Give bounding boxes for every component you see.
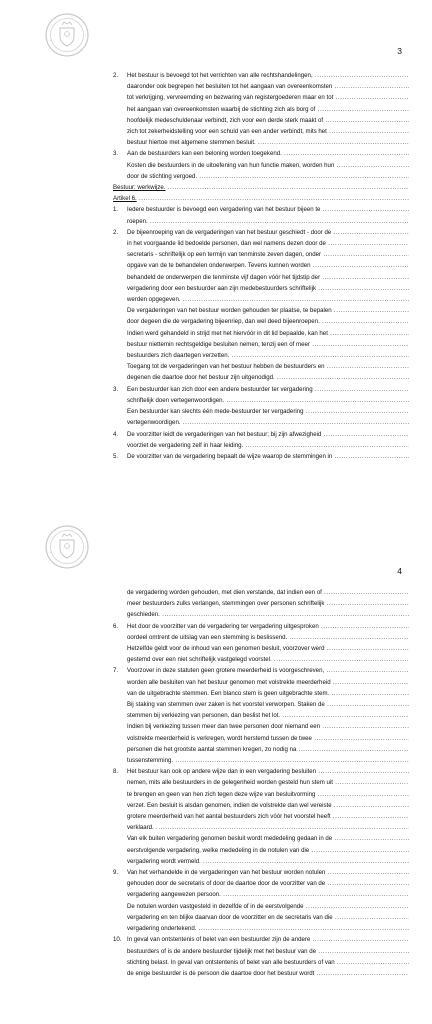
text-line [113, 283, 409, 294]
line-text: Indien werd gehandeld in strijd met het hiervóór in dit lid bepaalde, kan het [127, 329, 328, 337]
text-line [113, 350, 409, 361]
text-line [113, 115, 409, 126]
text-line [113, 406, 409, 417]
text-line [113, 665, 409, 676]
text-line [113, 609, 409, 620]
line-text: Indien bij verkiezing tussen meer dan twee personen door niemand een [127, 723, 321, 731]
text-line [113, 587, 409, 598]
line-text: behandeld de onderwerpen die tenminste vijf dagen vóór het tijdstip der [127, 273, 321, 281]
line-text: roepen. [127, 217, 148, 225]
text-line [113, 811, 409, 822]
line-text: opgave van de te behandelen onderwerpen. Tevens kunnen worden [127, 262, 311, 270]
page-3-text [113, 70, 409, 462]
line-text: grotere meerderheid van het aantal bestuurders zich vóór het voorstel heeft [127, 813, 331, 821]
line-text: Het bestuur is bevoegd tot het verrichten van alle rechtshandelingen, [127, 72, 313, 79]
text-line [113, 766, 409, 777]
line-text: bestuur hiertoe met algemene stemmen besluit. [127, 139, 256, 147]
text-line [113, 755, 409, 766]
text-line [113, 238, 409, 249]
text-line [113, 789, 409, 800]
text-line [113, 70, 409, 81]
document-page-4 [0, 512, 432, 1024]
line-text: stichting belast. In geval van ontstentenis of belet van alle bestuurders of van [127, 958, 335, 966]
text-line [113, 81, 409, 92]
line-text: eerstvolgende vergadering, welke mededeling in de notulen van die [127, 846, 310, 854]
line-text: Een bestuurder kan zich door een andere bestuurder ter vergadering [127, 385, 313, 393]
line-text: gestemd over een niet schriftelijk vastgelegd voorstel. [127, 656, 272, 664]
line-text: verzet. Een besluit is alsdan genomen, indien de volstrekte dan wel vereiste [127, 801, 332, 809]
text-line [113, 417, 409, 428]
text-line [113, 272, 409, 283]
text-line [113, 104, 409, 115]
text-line [113, 361, 409, 372]
line-text: te brengen en geen van hen zich tegen deze wijze van besluitvorming [127, 790, 316, 798]
text-line [113, 216, 409, 227]
line-text: tot verkrijging, vervreemding en bezwaring van registergoederen maar en tot [127, 94, 334, 102]
text-line [113, 227, 409, 238]
item-number: 10. [113, 936, 122, 944]
line-text: de vergadering worden gehouden, met dien verstande, dat indien een of [127, 589, 322, 596]
line-text: door degeen die de vergadering bijeenriep, dan wel deed bijeenroepen. [127, 318, 320, 326]
line-text: Hetzelfde geldt voor de inhoud van een genomen besluit, voorzover werd [127, 645, 325, 653]
text-line [113, 171, 409, 182]
text-line [113, 384, 409, 395]
line-text: vergadering ondertekend. [127, 925, 197, 933]
line-text: vergadering en ten blijke daarvan door de voorzitter en de secretaris van die [127, 913, 333, 921]
text-line [113, 710, 409, 721]
page-number: 4 [397, 566, 402, 576]
line-text: Aan de bestuurders kan een beloning worden toegekend. [127, 150, 282, 158]
section-heading [113, 193, 409, 204]
line-text: secretaris - schriftelijk op een termijn van tenminste zeven dagen, onder [127, 251, 322, 259]
text-line [113, 451, 409, 462]
line-text: Voorzover in deze statuten geen grotere meerderheid is voorgeschreven, [127, 667, 325, 675]
text-line [113, 643, 409, 654]
item-number: 8. [113, 768, 119, 776]
text-line [113, 878, 409, 889]
line-text: de enige bestuurder is de persoon die daartoe door het bestuur wordt [127, 969, 315, 977]
text-line [113, 901, 409, 912]
line-text: Van elk buiten vergadering genomen besluit wordt mededeling gedaan in de [127, 835, 333, 843]
text-line [113, 733, 409, 744]
text-line [113, 632, 409, 643]
text-line [113, 204, 409, 215]
text-line [113, 328, 409, 339]
line-text: Toegang tot de vergaderingen van het bestuur hebben de bestuurders en [127, 363, 325, 371]
line-text: Van het verhandelde in de vergaderingen van het bestuur worden notulen [127, 869, 326, 877]
text-line [113, 621, 409, 632]
text-line [113, 800, 409, 811]
line-text: worden alle besluiten van het bestuur genomen met volstrekte meerderheid [127, 678, 331, 686]
text-line [113, 126, 409, 137]
text-line [113, 429, 409, 440]
line-text: Iedere bestuurder is bevoegd een vergadering van het bestuur bijeen te [127, 206, 321, 214]
line-text: hoofdelijk medeschuldenaar verbindt, zich voor een derde sterk maakt of [127, 116, 324, 124]
text-line [113, 934, 409, 945]
line-text: bestuurders zich daartegen verzetten. [127, 352, 230, 360]
line-text: De vergaderingen van het bestuur worden gehouden ter plaatse, te bepalen [127, 307, 332, 315]
item-number: 4. [113, 430, 119, 438]
text-line [113, 339, 409, 350]
item-number: 7. [113, 667, 119, 675]
line-text: Het door de voorzitter van de vergadering ter vergadering uitgesproken [127, 622, 319, 630]
text-line [113, 260, 409, 271]
text-line [113, 867, 409, 878]
line-text: werden opgegeven. [127, 296, 181, 304]
line-text: bestuur niettemin rechtsgeldige besluiten nemen, tenzij een of meer [127, 340, 310, 348]
text-line [113, 160, 409, 171]
line-text: vertegenwoordigen. [127, 419, 181, 427]
text-line [113, 833, 409, 844]
line-text: Het bestuur kan ook op andere wijze dan in een vergadering besluiten [127, 768, 317, 776]
text-line [113, 372, 409, 383]
text-line [113, 968, 409, 979]
line-text: De voorzitter van de vergadering bepaalt de wijze waarop de stemmingen in [127, 452, 333, 460]
item-number: 9. [113, 869, 119, 877]
line-text: nemen, mits alle bestuurders in de gelegenheid worden gesteld hun stem uit [127, 779, 333, 787]
line-text: Een bestuurder kan slechts één mede-bestuurder ter vergadering [127, 408, 304, 416]
line-text: voorziet de vergadering zelf in haar leiding. [127, 441, 244, 449]
text-line [113, 777, 409, 788]
item-number: 6. [113, 622, 119, 630]
text-line [113, 845, 409, 856]
text-line [113, 721, 409, 732]
line-text: stemmen bij verkiezing van personen, dan beslist het lot. [127, 712, 281, 720]
line-text: door de stichting vergoed. [127, 172, 198, 180]
line-text: gehouden door de secretaris of door de daartoe door de voorzitter van de [127, 880, 326, 888]
line-text: vergadering door een bestuurder aan zijn medebestuurders schriftelijk [127, 284, 317, 292]
text-line [113, 957, 409, 968]
item-number: 1. [113, 206, 119, 214]
text-line [113, 316, 409, 327]
line-text: zich tot zekerheidstelling voor een schuld van een ander verbindt, mits het [127, 128, 327, 136]
line-text: bestuurders of is de andere bestuurder tijdelijk met het bestuur van de [127, 947, 317, 955]
line-text: volstrekte meerderheid is verkregen, wordt herstemd tussen de twee [127, 734, 312, 742]
text-line [113, 822, 409, 833]
line-text: De bijeenroeping van de vergaderingen van het bestuur geschiedt - door de [127, 228, 332, 236]
text-line [113, 137, 409, 148]
text-line [113, 654, 409, 665]
item-number: 2. [113, 228, 119, 236]
text-line [113, 923, 409, 934]
line-text: Kosten die bestuurders in de uitoefening van hun functie maken, worden hun [127, 161, 335, 169]
text-line [113, 856, 409, 867]
text-line [113, 744, 409, 755]
notary-seal-icon [44, 524, 90, 570]
line-text: De voorzitter leidt de vergaderingen van het bestuur; bij zijn afwezigheid [127, 430, 322, 438]
line-text: tussenstemming. [127, 757, 174, 765]
text-line [113, 946, 409, 957]
item-number: 3. [113, 385, 119, 393]
text-line [113, 294, 409, 305]
line-text: De notulen worden vastgesteld in dezelfde of in de eerstvolgende [127, 902, 304, 910]
text-line [113, 148, 409, 159]
line-text: In geval van ontstentenis of belet van een bestuurder zijn de andere [127, 936, 311, 944]
line-text: Artikel 6. [113, 195, 137, 203]
line-text: vergadering aangewezen persoon. [127, 891, 221, 899]
line-text: personen die het grootste aantal stemmen kregen, zo nodig na [127, 745, 297, 753]
line-text: degenen die daartoe door het bestuur zijn uitgenodigd. [127, 374, 275, 382]
text-line [113, 688, 409, 699]
text-line [113, 305, 409, 316]
item-number: 5. [113, 452, 119, 460]
text-line [113, 912, 409, 923]
text-line [113, 598, 409, 609]
text-line [113, 440, 409, 451]
item-number: 2. [113, 72, 119, 79]
line-text: geschieden. [127, 611, 160, 619]
line-text: meer bestuurders zulks verlangen, stemmingen over personen schriftelijk [127, 600, 325, 608]
text-line [113, 92, 409, 103]
line-text: van de uitgebrachte stemmen. Een blanco stem is geen uitgebrachte stem. [127, 689, 330, 697]
notary-seal-icon [44, 12, 90, 58]
line-text: vergadering wordt vermeld. [127, 857, 201, 865]
line-text: daaronder ook begrepen het besluiten tot het aangaan van overeenkomsten [127, 83, 333, 91]
line-text: Bij staking van stemmen over zaken is het voorstel verworpen. Staken de [127, 701, 325, 709]
text-line [113, 699, 409, 710]
item-number: 3. [113, 150, 119, 158]
text-line [113, 889, 409, 900]
page-number: 3 [397, 46, 402, 56]
line-text: verklaard. [127, 824, 154, 832]
section-heading [113, 182, 409, 193]
line-text: schriftelijk doen vertegenwoordigen. [127, 396, 225, 404]
line-text: het aangaan van overeenkomsten waarbij de stichting zich als borg of [127, 105, 316, 113]
text-line [113, 395, 409, 406]
text-line [113, 677, 409, 688]
line-text: oordeel omtrent de uitslag van een stemming is beslissend. [127, 633, 288, 641]
text-line [113, 249, 409, 260]
line-text: Bestuur: werkwijze. [113, 184, 166, 192]
line-text: in het voorgaande lid bedoelde personen, dan wel namens dezen door de [127, 240, 326, 248]
page-4-text [113, 587, 409, 979]
